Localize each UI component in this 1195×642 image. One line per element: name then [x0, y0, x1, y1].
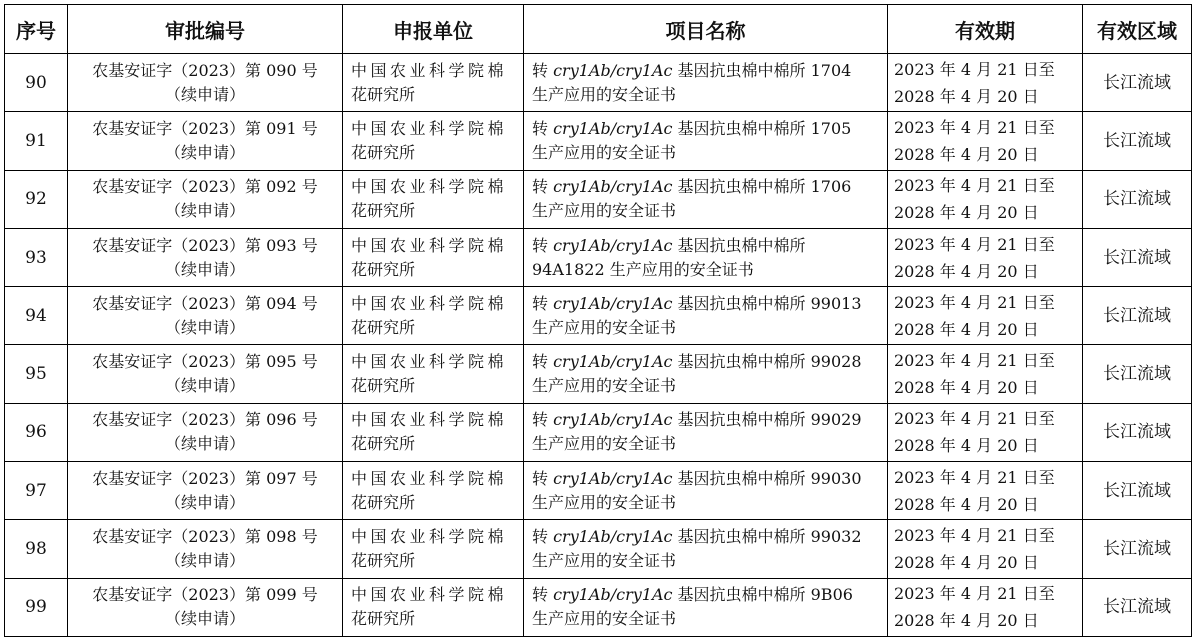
cell-seq [5, 112, 68, 170]
validity-end: 2028 年 4 月 20 日 [894, 378, 1039, 398]
seq-number: 91 [25, 130, 47, 151]
seq-number: 95 [25, 364, 47, 385]
project-gene-name: cry1Ab/cry1Ac [553, 293, 673, 313]
project-name-prefix: 转 [532, 585, 554, 605]
valid-region-text: 长江流域 [1103, 247, 1171, 268]
project-name-prefix: 转 [532, 60, 554, 80]
cell-validity-period [888, 170, 1083, 228]
project-name-line2: 生产应用的安全证书 [532, 317, 677, 337]
applicant-unit-line1: 中国农业科学院棉 [351, 177, 508, 197]
validity-end: 2028 年 4 月 20 日 [894, 436, 1039, 456]
cell-valid-region [1083, 112, 1192, 170]
project-name-line2: 生产应用的安全证书 [532, 609, 677, 629]
project-name-line2: 生产应用的安全证书 [532, 551, 677, 571]
cell-approval-number [68, 520, 343, 578]
project-gene-name: cry1Ab/cry1Ac [553, 60, 673, 80]
project-name-line1 [532, 234, 881, 258]
cell-validity-period [888, 345, 1083, 403]
approval-renewal-note: （续申请） [164, 492, 245, 512]
table-row [5, 345, 1192, 403]
project-gene-name: cry1Ab/cry1Ac [553, 468, 673, 488]
cell-project-name [524, 287, 888, 345]
valid-region-text: 长江流域 [1103, 480, 1171, 501]
applicant-unit-line2: 花研究所 [351, 551, 416, 571]
validity-start: 2023 年 4 月 21 日至 [894, 59, 1055, 79]
cell-project-name [524, 403, 888, 461]
seq-number: 90 [25, 72, 47, 93]
header-applicant-unit: 申报单位 [343, 5, 524, 54]
cell-validity-period [888, 403, 1083, 461]
project-name-line1 [532, 292, 881, 316]
header-seq: 序号 [5, 5, 68, 54]
seq-number: 97 [25, 480, 47, 501]
applicant-unit-line2: 花研究所 [351, 376, 416, 396]
cell-validity-period [888, 54, 1083, 112]
seq-number: 98 [25, 539, 47, 560]
project-name-line2: 生产应用的安全证书 [532, 376, 677, 396]
cell-project-name [524, 112, 888, 170]
applicant-unit-line2: 花研究所 [351, 142, 416, 162]
project-name-line1 [532, 59, 881, 83]
cell-project-name [524, 228, 888, 286]
validity-start: 2023 年 4 月 21 日至 [894, 176, 1055, 196]
project-name-prefix: 转 [532, 177, 554, 197]
applicant-unit-line2: 花研究所 [351, 317, 416, 337]
project-name-suffix: 基因抗虫棉中棉所 1706 [672, 177, 852, 197]
validity-end: 2028 年 4 月 20 日 [894, 144, 1039, 164]
cell-validity-period [888, 228, 1083, 286]
valid-region-text: 长江流域 [1103, 189, 1171, 210]
cell-applicant-unit [343, 287, 524, 345]
approval-renewal-note: （续申请） [164, 609, 245, 629]
cell-applicant-unit [343, 578, 524, 636]
cell-validity-period [888, 520, 1083, 578]
cell-validity-period [888, 112, 1083, 170]
cell-project-name [524, 578, 888, 636]
applicant-unit-line1: 中国农业科学院棉 [351, 235, 508, 255]
project-name-suffix: 基因抗虫棉中棉所 99030 [672, 468, 862, 488]
seq-number: 92 [25, 189, 47, 210]
header-validity-period: 有效期 [888, 5, 1083, 54]
validity-end: 2028 年 4 月 20 日 [894, 261, 1039, 281]
approval-number-text: 农基安证字（2023）第 092 号 [92, 177, 318, 197]
cell-seq [5, 228, 68, 286]
validity-end: 2028 年 4 月 20 日 [894, 553, 1039, 573]
project-gene-name: cry1Ab/cry1Ac [553, 118, 673, 138]
project-name-suffix: 基因抗虫棉中棉所 1704 [672, 60, 852, 80]
project-gene-name: cry1Ab/cry1Ac [553, 177, 673, 197]
cell-approval-number [68, 403, 343, 461]
approval-renewal-note: （续申请） [164, 317, 245, 337]
cell-applicant-unit [343, 170, 524, 228]
approval-table [4, 4, 1192, 637]
project-name-prefix: 转 [532, 527, 554, 547]
valid-region-text: 长江流域 [1103, 539, 1171, 560]
applicant-unit-line2: 花研究所 [351, 259, 416, 279]
project-gene-name: cry1Ab/cry1Ac [553, 235, 673, 255]
cell-applicant-unit [343, 112, 524, 170]
approval-renewal-note: （续申请） [164, 434, 245, 454]
valid-region-text: 长江流域 [1103, 130, 1171, 151]
applicant-unit-line1: 中国农业科学院棉 [351, 410, 508, 430]
cell-validity-period [888, 462, 1083, 520]
valid-region-text: 长江流域 [1103, 72, 1171, 93]
cell-validity-period [888, 578, 1083, 636]
approval-renewal-note: （续申请） [164, 201, 245, 221]
cell-applicant-unit [343, 520, 524, 578]
cell-seq [5, 170, 68, 228]
table-row [5, 462, 1192, 520]
table-row [5, 520, 1192, 578]
cell-applicant-unit [343, 228, 524, 286]
validity-start: 2023 年 4 月 21 日至 [894, 584, 1055, 604]
validity-start: 2023 年 4 月 21 日至 [894, 409, 1055, 429]
validity-start: 2023 年 4 月 21 日至 [894, 292, 1055, 312]
cell-approval-number [68, 345, 343, 403]
approval-number-text: 农基安证字（2023）第 099 号 [92, 585, 318, 605]
validity-end: 2028 年 4 月 20 日 [894, 86, 1039, 106]
cell-valid-region [1083, 520, 1192, 578]
cell-applicant-unit [343, 403, 524, 461]
approval-renewal-note: （续申请） [164, 142, 245, 162]
project-name-line2: 生产应用的安全证书 [532, 201, 677, 221]
header-project-name: 项目名称 [524, 5, 888, 54]
approval-number-text: 农基安证字（2023）第 091 号 [92, 118, 318, 138]
applicant-unit-line2: 花研究所 [351, 434, 416, 454]
project-name-line1 [532, 467, 881, 491]
table-row [5, 578, 1192, 636]
project-name-line2: 生产应用的安全证书 [532, 84, 677, 104]
validity-end: 2028 年 4 月 20 日 [894, 494, 1039, 514]
approval-number-text: 农基安证字（2023）第 090 号 [92, 60, 318, 80]
cell-project-name [524, 520, 888, 578]
header-approval-number: 审批编号 [68, 5, 343, 54]
cell-validity-period [888, 287, 1083, 345]
validity-start: 2023 年 4 月 21 日至 [894, 234, 1055, 254]
validity-start: 2023 年 4 月 21 日至 [894, 351, 1055, 371]
project-name-suffix: 基因抗虫棉中棉所 [672, 235, 806, 255]
cell-valid-region [1083, 54, 1192, 112]
cell-approval-number [68, 228, 343, 286]
approval-renewal-note: （续申请） [164, 259, 245, 279]
cell-approval-number [68, 287, 343, 345]
cell-valid-region [1083, 403, 1192, 461]
project-name-line1 [532, 583, 881, 607]
project-name-line2: 94A1822 生产应用的安全证书 [532, 259, 754, 279]
project-name-line1 [532, 175, 881, 199]
header-valid-region: 有效区域 [1083, 5, 1192, 54]
applicant-unit-line2: 花研究所 [351, 492, 416, 512]
table-header [5, 5, 1192, 54]
approval-number-text: 农基安证字（2023）第 094 号 [92, 293, 318, 313]
project-gene-name: cry1Ab/cry1Ac [553, 410, 673, 430]
cell-valid-region [1083, 228, 1192, 286]
table-row [5, 403, 1192, 461]
approval-number-text: 农基安证字（2023）第 093 号 [92, 235, 318, 255]
validity-end: 2028 年 4 月 20 日 [894, 203, 1039, 223]
approval-number-text: 农基安证字（2023）第 096 号 [92, 410, 318, 430]
valid-region-text: 长江流域 [1103, 422, 1171, 443]
project-gene-name: cry1Ab/cry1Ac [553, 585, 673, 605]
seq-number: 96 [25, 422, 47, 443]
cell-seq [5, 403, 68, 461]
applicant-unit-line1: 中国农业科学院棉 [351, 60, 508, 80]
approval-number-text: 农基安证字（2023）第 097 号 [92, 468, 318, 488]
cell-project-name [524, 54, 888, 112]
table-row [5, 54, 1192, 112]
cell-valid-region [1083, 170, 1192, 228]
approval-renewal-note: （续申请） [164, 376, 245, 396]
cell-seq [5, 287, 68, 345]
project-name-line2: 生产应用的安全证书 [532, 142, 677, 162]
table-body [5, 54, 1192, 637]
project-name-prefix: 转 [532, 468, 554, 488]
validity-start: 2023 年 4 月 21 日至 [894, 526, 1055, 546]
validity-start: 2023 年 4 月 21 日至 [894, 467, 1055, 487]
valid-region-text: 长江流域 [1103, 305, 1171, 326]
project-name-line2: 生产应用的安全证书 [532, 492, 677, 512]
project-gene-name: cry1Ab/cry1Ac [553, 527, 673, 547]
validity-start: 2023 年 4 月 21 日至 [894, 117, 1055, 137]
valid-region-text: 长江流域 [1103, 597, 1171, 618]
project-name-line1 [532, 117, 881, 141]
cell-seq [5, 345, 68, 403]
applicant-unit-line2: 花研究所 [351, 201, 416, 221]
table-row [5, 287, 1192, 345]
cell-valid-region [1083, 462, 1192, 520]
header-row [5, 5, 1192, 54]
cell-seq [5, 462, 68, 520]
project-name-line1 [532, 350, 881, 374]
project-gene-name: cry1Ab/cry1Ac [553, 352, 673, 372]
cell-approval-number [68, 54, 343, 112]
applicant-unit-line1: 中国农业科学院棉 [351, 293, 508, 313]
applicant-unit-line1: 中国农业科学院棉 [351, 585, 508, 605]
applicant-unit-line1: 中国农业科学院棉 [351, 352, 508, 372]
approval-renewal-note: （续申请） [164, 84, 245, 104]
project-name-suffix: 基因抗虫棉中棉所 99028 [672, 352, 862, 372]
project-name-suffix: 基因抗虫棉中棉所 99013 [672, 293, 862, 313]
project-name-prefix: 转 [532, 235, 554, 255]
project-name-line1 [532, 525, 881, 549]
applicant-unit-line1: 中国农业科学院棉 [351, 468, 508, 488]
project-name-prefix: 转 [532, 352, 554, 372]
seq-number: 99 [25, 597, 47, 618]
cell-applicant-unit [343, 462, 524, 520]
cell-valid-region [1083, 287, 1192, 345]
valid-region-text: 长江流域 [1103, 364, 1171, 385]
cell-applicant-unit [343, 345, 524, 403]
applicant-unit-line2: 花研究所 [351, 609, 416, 629]
project-name-suffix: 基因抗虫棉中棉所 9B06 [672, 585, 853, 605]
cell-seq [5, 520, 68, 578]
project-name-line1 [532, 408, 881, 432]
applicant-unit-line1: 中国农业科学院棉 [351, 118, 508, 138]
cell-approval-number [68, 170, 343, 228]
project-name-suffix: 基因抗虫棉中棉所 99029 [672, 410, 862, 430]
project-name-prefix: 转 [532, 293, 554, 313]
table-row [5, 228, 1192, 286]
seq-number: 93 [25, 247, 47, 268]
table-row [5, 170, 1192, 228]
project-name-prefix: 转 [532, 118, 554, 138]
validity-end: 2028 年 4 月 20 日 [894, 319, 1039, 339]
cell-approval-number [68, 462, 343, 520]
cell-valid-region [1083, 345, 1192, 403]
project-name-prefix: 转 [532, 410, 554, 430]
cell-applicant-unit [343, 54, 524, 112]
project-name-suffix: 基因抗虫棉中棉所 99032 [672, 527, 862, 547]
table-row [5, 112, 1192, 170]
cell-project-name [524, 345, 888, 403]
cell-project-name [524, 462, 888, 520]
cell-approval-number [68, 112, 343, 170]
validity-end: 2028 年 4 月 20 日 [894, 611, 1039, 631]
cell-approval-number [68, 578, 343, 636]
cell-valid-region [1083, 578, 1192, 636]
cell-project-name [524, 170, 888, 228]
applicant-unit-line1: 中国农业科学院棉 [351, 527, 508, 547]
seq-number: 94 [25, 305, 47, 326]
cell-seq [5, 578, 68, 636]
approval-number-text: 农基安证字（2023）第 095 号 [92, 352, 318, 372]
approval-renewal-note: （续申请） [164, 551, 245, 571]
applicant-unit-line2: 花研究所 [351, 84, 416, 104]
cell-seq [5, 54, 68, 112]
approval-number-text: 农基安证字（2023）第 098 号 [92, 527, 318, 547]
project-name-suffix: 基因抗虫棉中棉所 1705 [672, 118, 852, 138]
project-name-line2: 生产应用的安全证书 [532, 434, 677, 454]
